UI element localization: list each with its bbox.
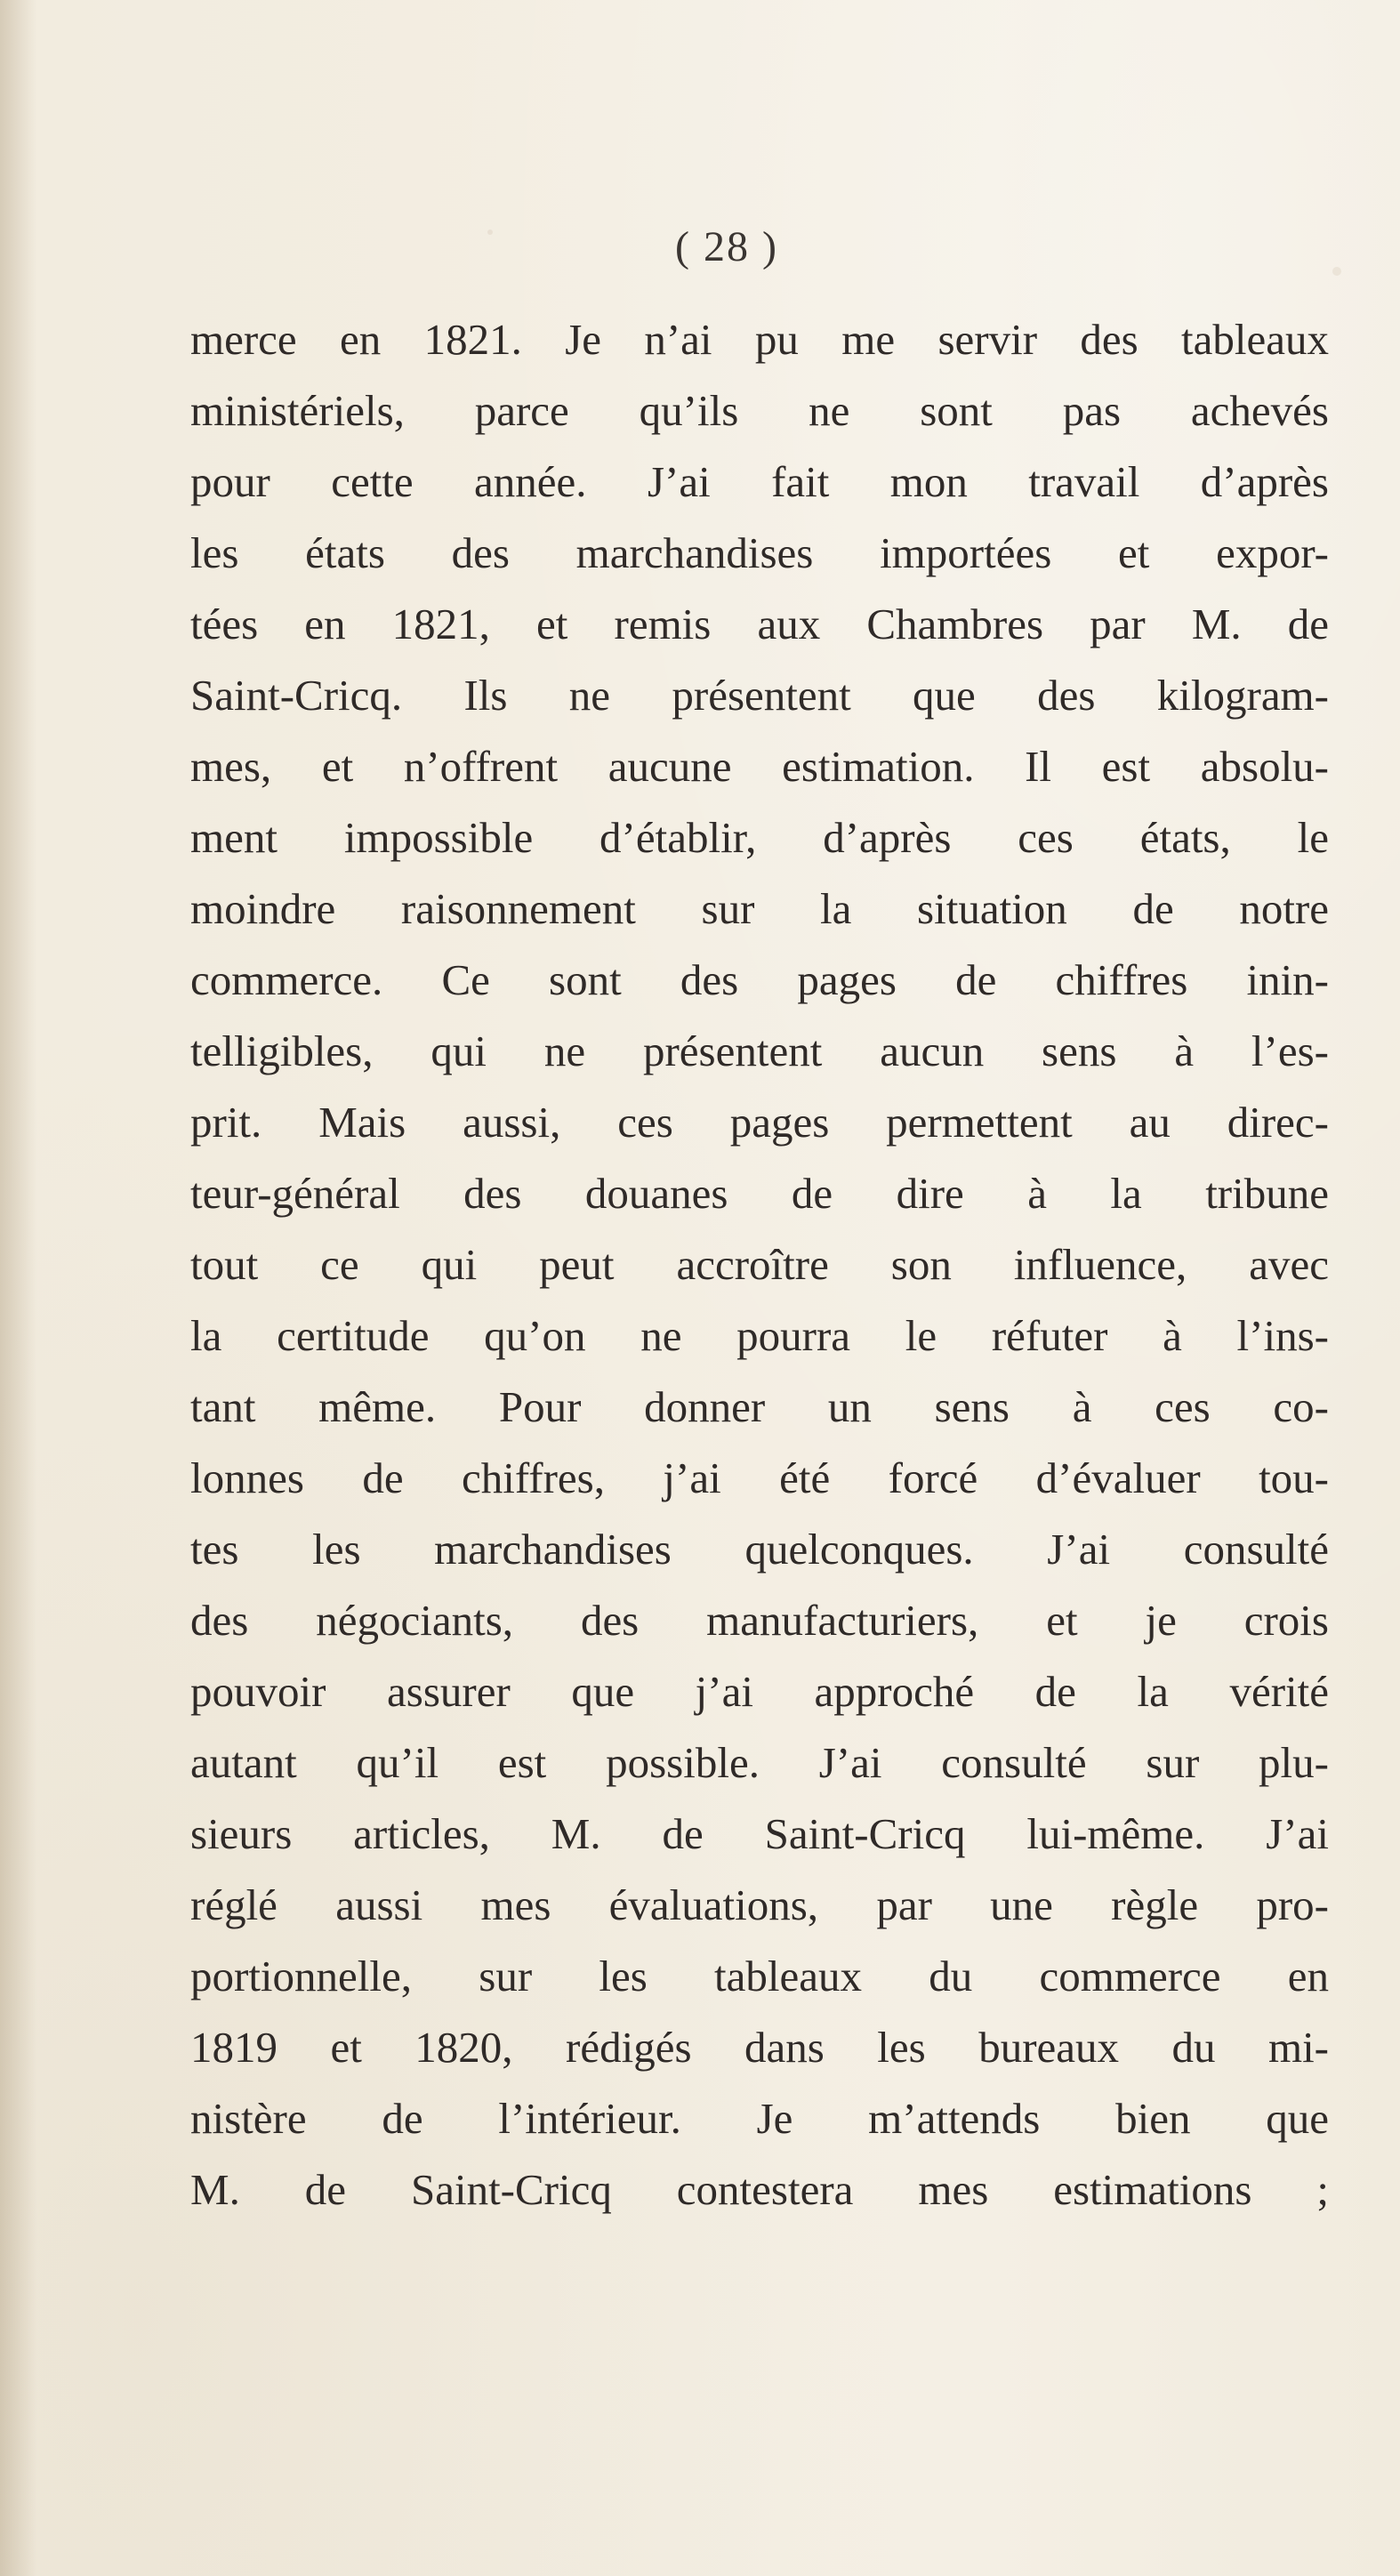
text-line: merce en 1821. Je n’ai pu me servir des tableaux [190, 315, 1329, 364]
text-line: Saint-Cricq. Ils ne présentent que des kilogram- [190, 671, 1329, 720]
text-line: M. de Saint-Cricq contestera mes estimations ; [190, 2165, 1329, 2214]
text-line: les états des marchandises importées et expor- [190, 528, 1329, 577]
text-line: telligibles, qui ne présentent aucun sens à l’es- [190, 1026, 1329, 1075]
text-line: lonnes de chiffres, j’ai été forcé d’évaluer tou- [190, 1453, 1329, 1502]
text-line: tées en 1821, et remis aux Chambres par M. de [190, 600, 1329, 648]
text-line: sieurs articles, M. de Saint-Cricq lui-même. J’ai [190, 1809, 1329, 1858]
text-line: 1819 et 1820, rédigés dans les bureaux du mi- [190, 2023, 1329, 2072]
text-line: pouvoir assurer que j’ai approché de la vérité [190, 1667, 1329, 1716]
text-line: ministériels, parce qu’ils ne sont pas achevés [190, 386, 1329, 435]
text-line: moindre raisonnement sur la situation de notre [190, 884, 1329, 933]
text-line: prit. Mais aussi, ces pages permettent au direc- [190, 1098, 1329, 1147]
paper-spot [487, 229, 493, 235]
text-line: des négociants, des manufacturiers, et je crois [190, 1596, 1329, 1645]
text-line: tant même. Pour donner un sens à ces co- [190, 1382, 1329, 1431]
text-line: tout ce qui peut accroître son influence, avec [190, 1240, 1329, 1289]
text-line: la certitude qu’on ne pourra le réfuter à l’ins- [190, 1311, 1329, 1360]
paper-spot [1332, 267, 1341, 276]
text-line: ment impossible d’établir, d’après ces états, le [190, 813, 1329, 862]
text-line: réglé aussi mes évaluations, par une règle pro- [190, 1880, 1329, 1929]
text-line: mes, et n’offrent aucune estimation. Il est absolu- [190, 742, 1329, 791]
text-line: commerce. Ce sont des pages de chiffres inin- [190, 955, 1329, 1004]
text-line: pour cette année. J’ai fait mon travail d’après [190, 457, 1329, 506]
text-line: portionnelle, sur les tableaux du commerce en [190, 1952, 1329, 2000]
page-number: ( 28 ) [675, 223, 778, 270]
text-line: tes les marchandises quelconques. J’ai consulté [190, 1525, 1329, 1574]
body-text [190, 304, 1329, 2226]
text-line: autant qu’il est possible. J’ai consulté sur plu- [190, 1738, 1329, 1787]
page-fold-shadow [0, 0, 37, 2576]
text-line: teur-général des douanes de dire à la tribune [190, 1169, 1329, 1218]
text-line: nistère de l’intérieur. Je m’attends bien que [190, 2094, 1329, 2143]
